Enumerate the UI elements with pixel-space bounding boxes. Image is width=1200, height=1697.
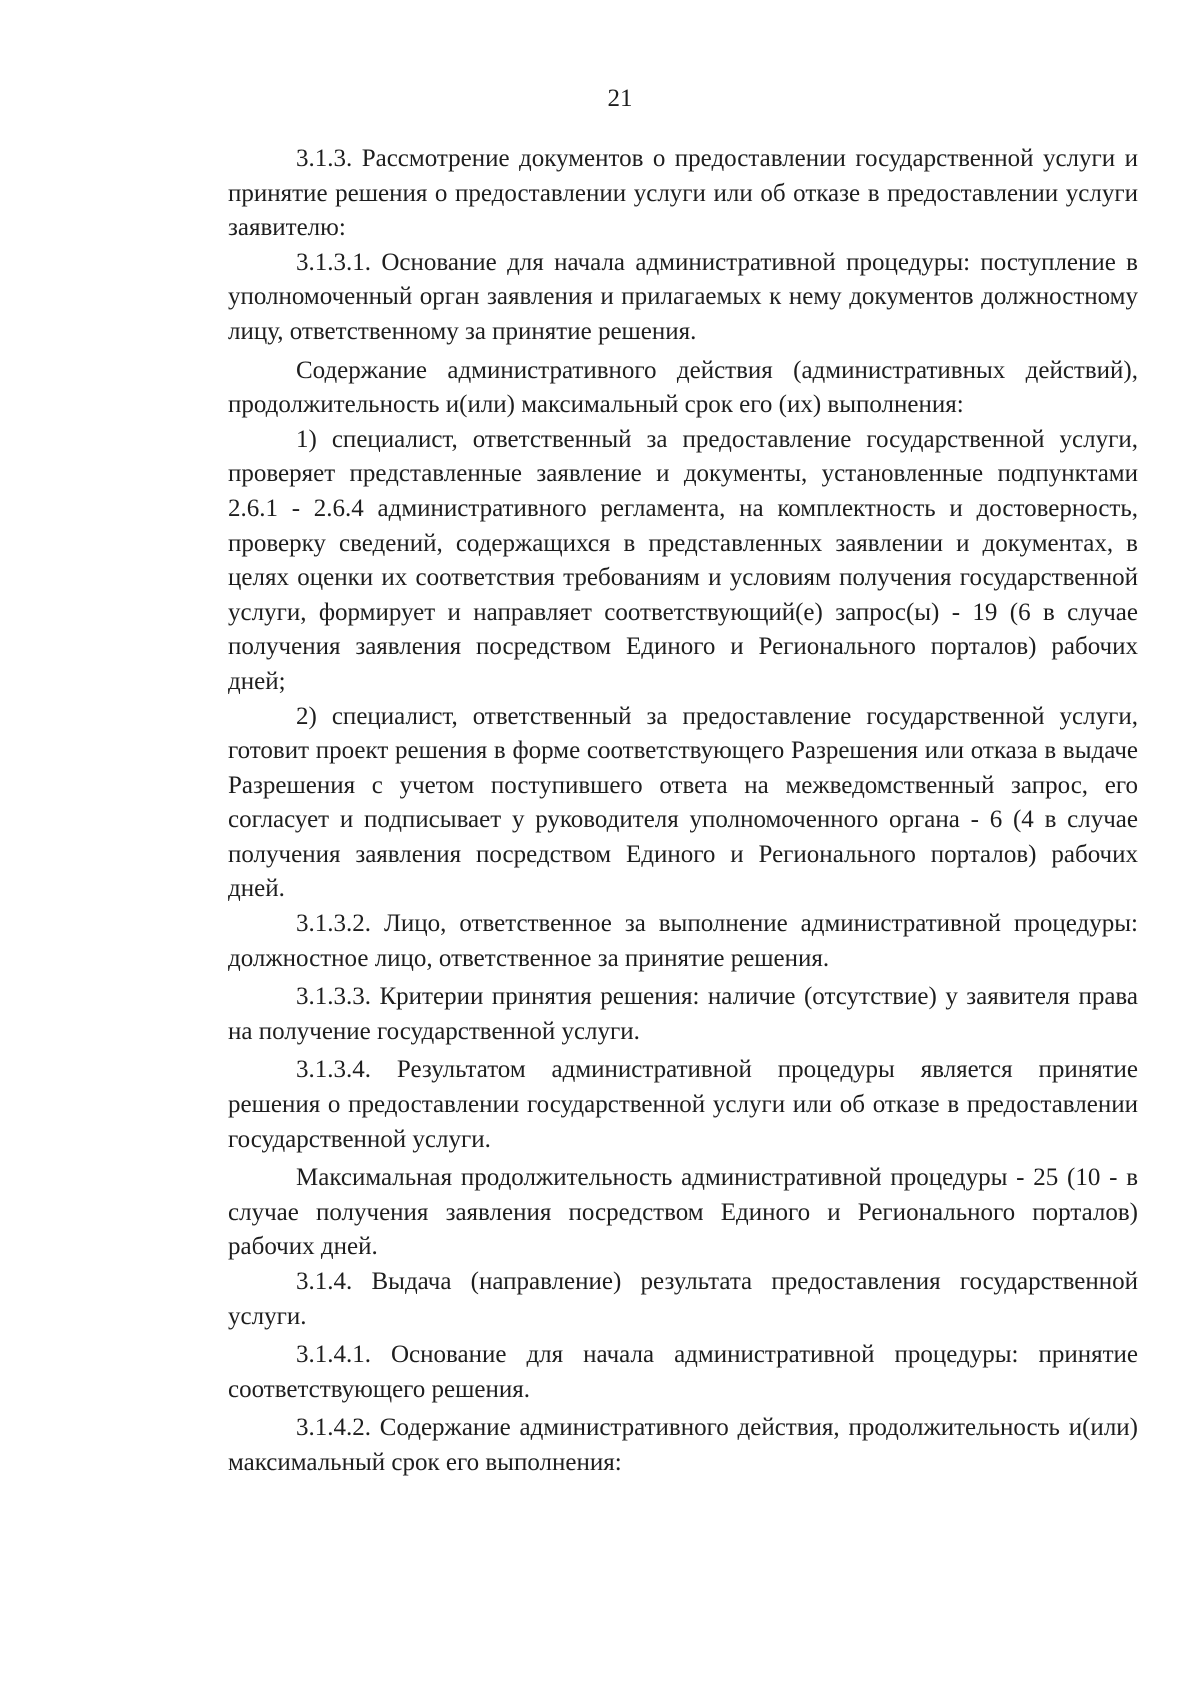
paragraph-3-1-4-2: 3.1.4.2. Содержание административного действия, продолжительность и(или) максимальный срок его выполнения:	[228, 1414, 1138, 1476]
paragraph-content-admin-action: Содержание административного действия (административных действий), продолжительность и(или) максимальный срок его (их) выполнения:	[228, 356, 1138, 419]
paragraph-3-1-3-1: 3.1.3.1. Основание для начала административной процедуры: поступление в уполномоченный орган заявления и прилагаемых к нему документов должностному лицу, ответственному за принятие решения.	[228, 248, 1138, 345]
paragraph-3-1-3-2: 3.1.3.2. Лицо, ответственное за выполнение административной процедуры: должностное лицо, ответственное за принятие решения.	[228, 910, 1138, 972]
paragraph-3-1-3: 3.1.3. Рассмотрение документов о предоставлении государственной услуги и принятие решения о предоставлении услуги или об отказе в предоставлении услуги заявителю:	[228, 145, 1138, 242]
paragraph-item-1: 1) специалист, ответственный за предоставление государственной услуги, проверяет представленные заявление и документы, установленные подпунктами 2.6.1 - 2.6.4 административного регламента, на комплектность и достоверность, проверку сведений, содержащихся в представленных заявлении и документах, в целях оценки их соответствия требованиям и условиям получения государственной услуги, формирует и направляет соответствующий(е) запрос(ы) - 19 (6 в случае получения заявления посредством Единого и Регионального порталов) рабочих дней;	[228, 425, 1138, 695]
paragraph-max-duration: Максимальная продолжительность административной процедуры - 25 (10 - в случае получения заявления посредством Единого и Регионального порталов) рабочих дней.	[228, 1164, 1138, 1261]
paragraph-3-1-3-3: 3.1.3.3. Критерии принятия решения: наличие (отсутствие) у заявителя права на получение государственной услуги.	[228, 983, 1138, 1045]
paragraph-item-2: 2) специалист, ответственный за предоставление государственной услуги, готовит проект решения в форме соответствующего Разрешения или отказа в выдаче Разрешения с учетом поступившего ответа на межведомственный запрос, его согласует и подписывает у руководителя уполномоченного органа - 6 (4 в случае получения заявления посредством Единого и Регионального порталов) рабочих дней.	[228, 702, 1138, 903]
paragraph-3-1-3-4: 3.1.3.4. Результатом административной процедуры является принятие решения о предоставлении государственной услуги или об отказе в предоставлении государственной услуги.	[228, 1056, 1138, 1153]
document-body	[228, 142, 1138, 1481]
paragraph-3-1-4: 3.1.4. Выдача (направление) результата предоставления государственной услуги.	[228, 1268, 1138, 1330]
page-number: 21	[607, 85, 633, 112]
paragraph-3-1-4-1: 3.1.4.1. Основание для начала административной процедуры: принятие соответствующего решения.	[228, 1341, 1138, 1403]
